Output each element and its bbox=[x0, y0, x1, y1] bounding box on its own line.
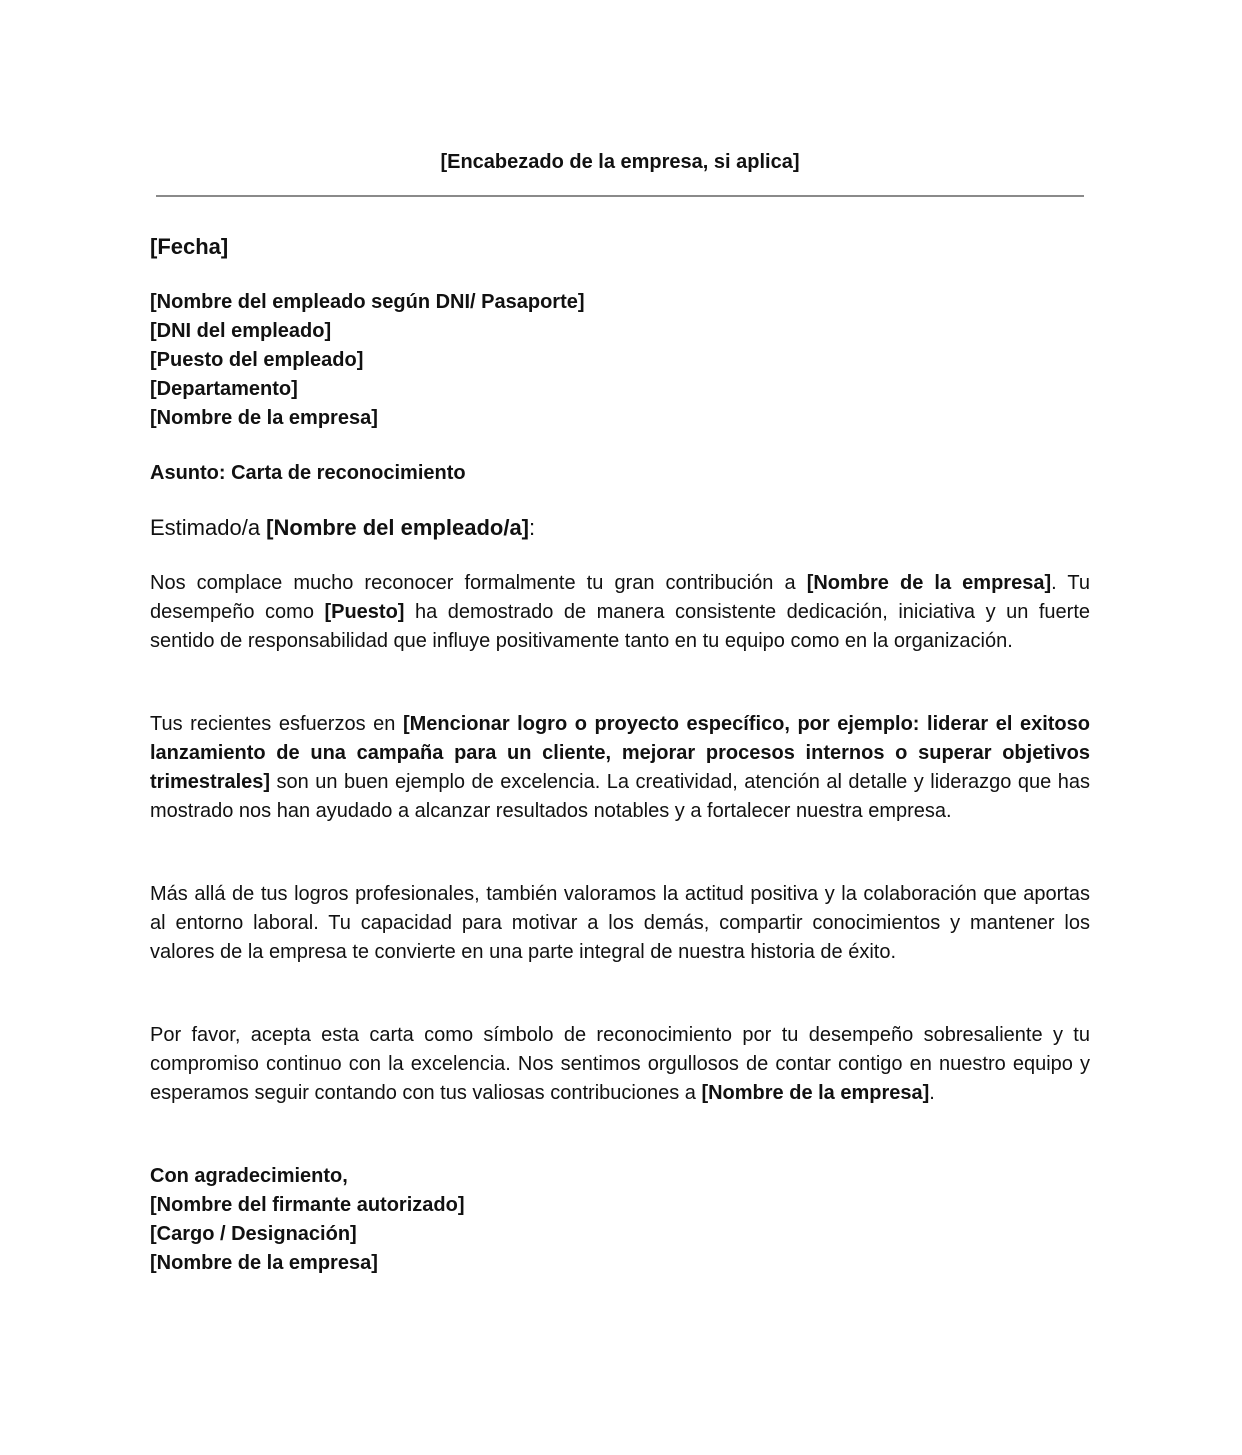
paragraph-text: son un buen ejemplo de excelencia. La creatividad, atención al detalle y liderazgo que has mostrado nos han ayudado a alcanzar resultados notables y a fortalecer nuestra empresa. bbox=[150, 771, 1090, 822]
paragraph-text: . Tu desempeño como bbox=[150, 572, 1090, 623]
paragraph-text: Nos complace mucho reconocer formalmente tu gran contribución a bbox=[150, 572, 807, 594]
body-paragraph-3 bbox=[150, 880, 1090, 967]
recipient-name: [Nombre del empleado según DNI/ Pasaporte] bbox=[150, 291, 585, 313]
greeting bbox=[150, 512, 1090, 544]
company-header: [Encabezado de la empresa, si aplica] bbox=[440, 151, 800, 173]
paragraph-text: ha demostrado de manera consistente dedicación, iniciativa y un fuerte sentido de responsabilidad que influye positivamente tanto en tu equipo como en la organización. bbox=[150, 601, 1090, 652]
greeting-name: [Nombre del empleado/a] bbox=[266, 515, 530, 540]
header-divider bbox=[156, 195, 1084, 197]
closing-block bbox=[150, 1162, 1090, 1278]
paragraph-text: . bbox=[929, 1082, 935, 1104]
recipient-dni: [DNI del empleado] bbox=[150, 320, 332, 342]
body-paragraph-2 bbox=[150, 710, 1090, 826]
closing-salutation: Con agradecimiento, bbox=[150, 1165, 348, 1187]
body-paragraph-1 bbox=[150, 569, 1090, 656]
greeting-prefix: Estimado/a bbox=[150, 515, 267, 540]
letter-subject: Asunto: Carta de reconocimiento bbox=[150, 462, 466, 484]
paragraph-text: Por favor, acepta esta carta como símbolo de reconocimiento por tu desempeño sobresaliente y tu compromiso continuo con la excelencia. Nos sentimos orgullosos de contar contigo en nuestro equipo y esperamos seguir contando con tus valiosas contribuciones a bbox=[150, 1024, 1090, 1104]
recipient-position: [Puesto del empleado] bbox=[150, 349, 364, 371]
recipient-company: [Nombre de la empresa] bbox=[150, 407, 378, 429]
signer-name: [Nombre del firmante autorizado] bbox=[150, 1194, 465, 1216]
recipient-department: [Departamento] bbox=[150, 378, 298, 400]
signer-title: [Cargo / Designación] bbox=[150, 1223, 357, 1245]
letter-date: [Fecha] bbox=[150, 234, 229, 259]
paragraph-placeholder: [Nombre de la empresa] bbox=[701, 1082, 930, 1104]
body-paragraph-4 bbox=[150, 1021, 1090, 1108]
paragraph-placeholder: [Puesto] bbox=[324, 601, 405, 623]
paragraph-text: Tus recientes esfuerzos en bbox=[150, 713, 403, 735]
paragraph-placeholder: [Mencionar logro o proyecto específico, por ejemplo: liderar el exitoso lanzamiento de una campaña para un cliente, mejorar procesos internos o superar objetivos trimestrales] bbox=[150, 713, 1090, 793]
paragraph-placeholder: [Nombre de la empresa] bbox=[806, 572, 1052, 594]
signer-company: [Nombre de la empresa] bbox=[150, 1252, 378, 1274]
greeting-suffix: : bbox=[529, 515, 536, 540]
recipient-block bbox=[150, 288, 1090, 433]
paragraph-text: Más allá de tus logros profesionales, también valoramos la actitud positiva y la colaboración que aportas al entorno laboral. Tu capacidad para motivar a los demás, compartir conocimientos y mantener los valores de la empresa te convierte en una parte integral de nuestra historia de éxito. bbox=[150, 883, 1090, 963]
